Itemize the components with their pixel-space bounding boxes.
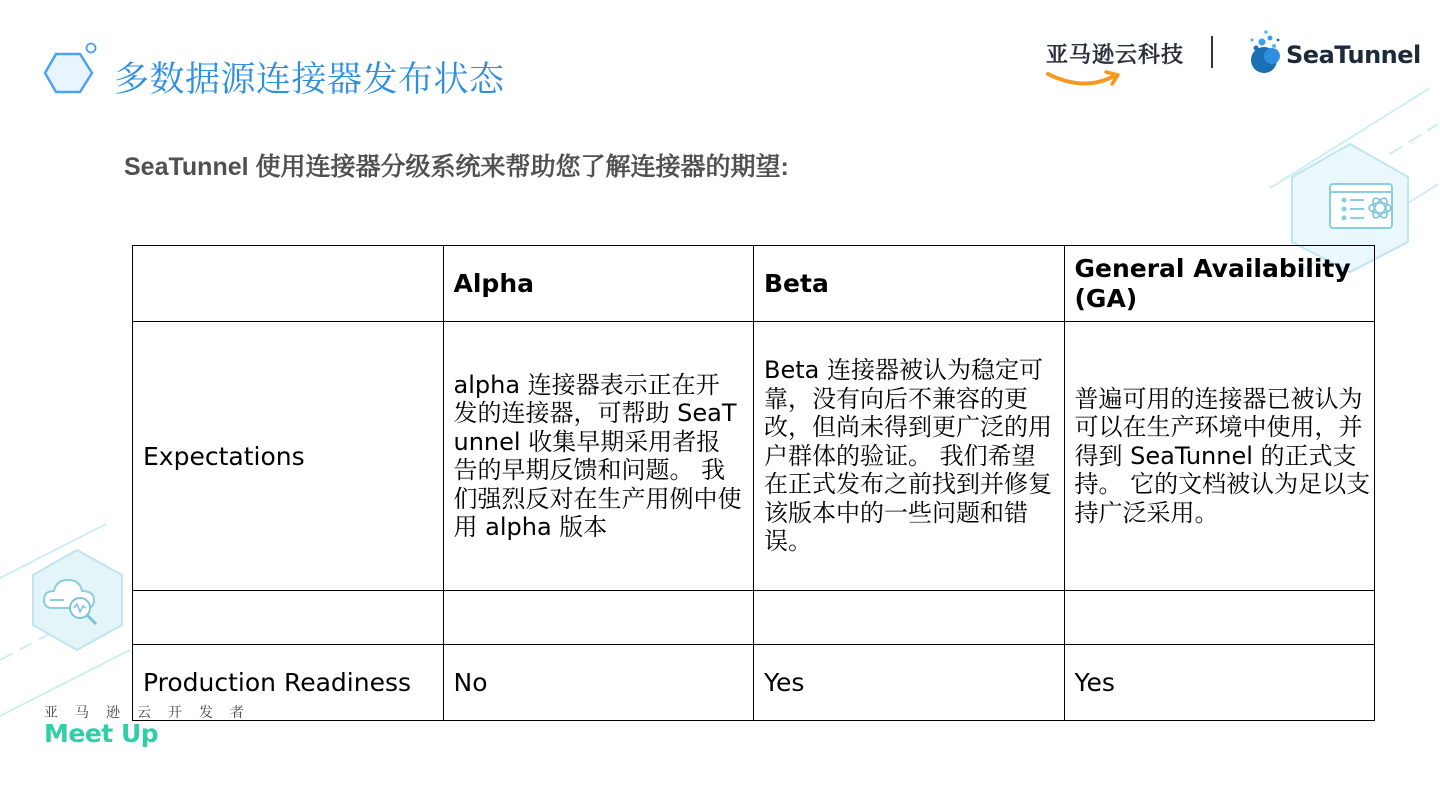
header-cell-alpha: Alpha — [443, 246, 754, 322]
aws-smile-icon — [1046, 68, 1122, 90]
table-row-expectations — [133, 322, 1375, 591]
cell-alpha-production-readiness: No — [443, 645, 754, 721]
header-cell-ga: General Availability (GA) — [1064, 246, 1375, 322]
release-status-table — [132, 245, 1375, 721]
seatunnel-brand-text: SeaTunnel — [1286, 41, 1421, 69]
table-row-production-readiness — [133, 645, 1375, 721]
aws-brand-text: 亚马逊云科技 — [1046, 43, 1185, 68]
meetup-chinese-label: 亚马逊云开发者 — [44, 705, 261, 721]
cell-alpha-expectations: alpha 连接器表示正在开发的连接器，可帮助 SeaTunnel 收集早期采用者报告的早期反馈和问题。 我们强烈反对在生产用例中使用 alpha 版本 — [443, 322, 754, 591]
seatunnel-logo-icon — [1244, 28, 1290, 76]
subtitle: SeaTunnel 使用连接器分级系统来帮助您了解连接器的期望: — [124, 153, 789, 181]
meetup-logo-text: Meet Up — [44, 719, 159, 748]
blank-cell — [443, 591, 754, 645]
row-label-expectations: Expectations — [133, 322, 444, 591]
cell-beta-production-readiness: Yes — [754, 645, 1065, 721]
cell-beta-expectations: Beta 连接器被认为稳定可靠，没有向后不兼容的更改，但尚未得到更广泛的用户群体的验证。 我们希望在正式发布之前找到并修复该版本中的一些问题和错误。 — [754, 322, 1065, 591]
row-label-production-readiness: Production Readiness — [133, 645, 444, 721]
table-row-blank — [133, 591, 1375, 645]
header-cell-empty — [133, 246, 444, 322]
blank-cell — [133, 591, 444, 645]
cell-ga-expectations: 普遍可用的连接器已被认为可以在生产环境中使用，并得到 SeaTunnel 的正式支持。 它的文档被认为足以支持广泛采用。 — [1064, 322, 1375, 591]
hexagon-icon — [42, 40, 102, 98]
table-header-row — [133, 246, 1375, 322]
cell-ga-production-readiness: Yes — [1064, 645, 1375, 721]
header-cell-beta: Beta — [754, 246, 1065, 322]
decorative-cloud-hexagon-icon — [0, 520, 140, 720]
page-title: 多数据源连接器发布状态 — [114, 60, 505, 100]
blank-cell — [1064, 591, 1375, 645]
brand-divider — [1211, 36, 1213, 68]
blank-cell — [754, 591, 1065, 645]
